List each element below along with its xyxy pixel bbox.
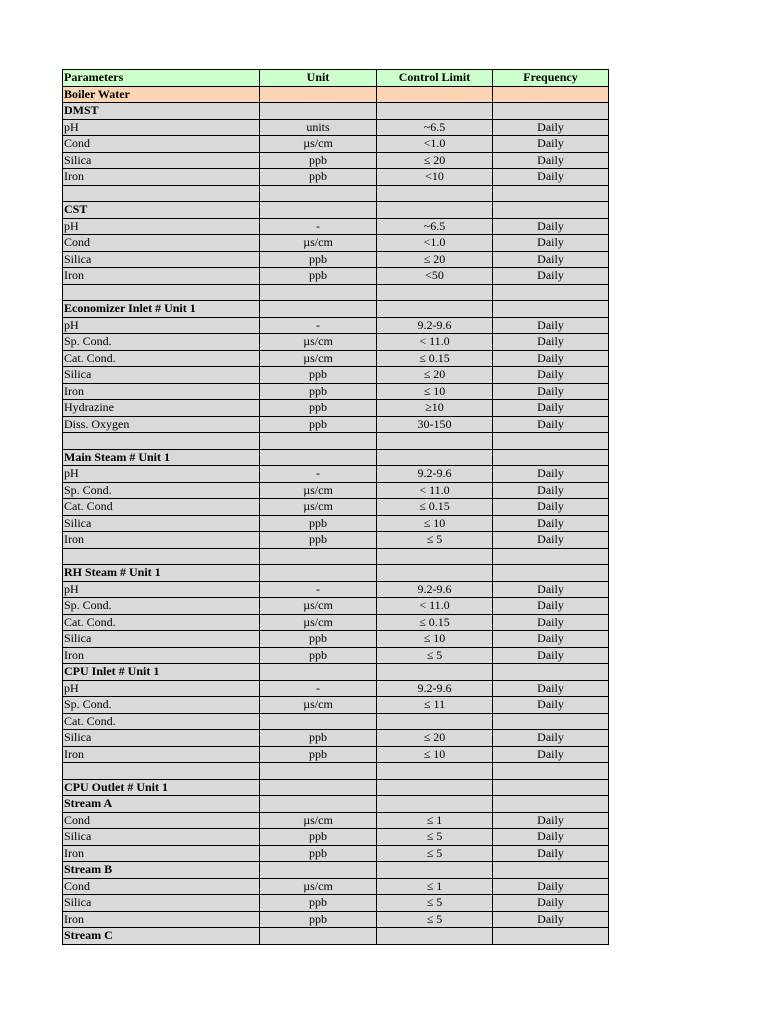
unit-cell: µs/cm (260, 235, 377, 252)
header-parameters: Parameters (63, 70, 260, 87)
blank-row (63, 548, 609, 565)
frequency-cell: Daily (493, 218, 609, 235)
parameter-cell: DMST (63, 103, 260, 120)
control-limit-cell: ≤ 5 (377, 911, 493, 928)
unit-cell (260, 185, 377, 202)
parameter-cell (63, 185, 260, 202)
header-control-limit: Control Limit (377, 70, 493, 87)
parameter-cell (63, 548, 260, 565)
unit-cell: µs/cm (260, 614, 377, 631)
parameter-cell: pH (63, 581, 260, 598)
parameter-cell: Sp. Cond. (63, 334, 260, 351)
table-row (63, 334, 609, 351)
table-row (63, 598, 609, 615)
unit-cell (260, 763, 377, 780)
unit-cell: ppb (260, 268, 377, 285)
parameter-cell: Cat. Cond. (63, 614, 260, 631)
section-row (63, 565, 609, 582)
control-limit-cell: ≤ 10 (377, 746, 493, 763)
frequency-cell: Daily (493, 152, 609, 169)
table-row (63, 466, 609, 483)
table-row (63, 746, 609, 763)
control-limit-cell (377, 202, 493, 219)
table-row (63, 730, 609, 747)
unit-cell: ppb (260, 169, 377, 186)
frequency-cell: Daily (493, 268, 609, 285)
unit-cell: ppb (260, 532, 377, 549)
table-row (63, 911, 609, 928)
table-row (63, 845, 609, 862)
frequency-cell: Daily (493, 235, 609, 252)
control-limit-cell: ≤ 10 (377, 515, 493, 532)
table-row (63, 251, 609, 268)
table-row (63, 499, 609, 516)
unit-cell: ppb (260, 367, 377, 384)
unit-cell: µs/cm (260, 334, 377, 351)
frequency-cell: Daily (493, 829, 609, 846)
unit-cell (260, 301, 377, 318)
parameter-cell: Boiler Water (63, 86, 260, 103)
frequency-cell (493, 713, 609, 730)
frequency-cell: Daily (493, 499, 609, 516)
control-limit-cell: < 11.0 (377, 334, 493, 351)
table-row (63, 647, 609, 664)
category-row (63, 86, 609, 103)
frequency-cell: Daily (493, 697, 609, 714)
unit-cell: - (260, 218, 377, 235)
frequency-cell: Daily (493, 581, 609, 598)
control-limit-cell: ≤ 5 (377, 647, 493, 664)
control-limit-cell (377, 862, 493, 879)
unit-cell (260, 202, 377, 219)
table-header-row (63, 70, 609, 87)
control-limit-cell: <1.0 (377, 136, 493, 153)
frequency-cell (493, 779, 609, 796)
unit-cell (260, 284, 377, 301)
table-row (63, 235, 609, 252)
parameter-cell (63, 284, 260, 301)
parameter-cell: CST (63, 202, 260, 219)
unit-cell: ppb (260, 400, 377, 417)
table-row (63, 631, 609, 648)
parameter-cell: Sp. Cond. (63, 482, 260, 499)
frequency-cell: Daily (493, 119, 609, 136)
table-row (63, 515, 609, 532)
frequency-cell: Daily (493, 911, 609, 928)
control-limit-cell: ≤ 20 (377, 730, 493, 747)
unit-cell: ppb (260, 515, 377, 532)
unit-cell: ppb (260, 746, 377, 763)
table-row (63, 152, 609, 169)
control-limit-cell (377, 796, 493, 813)
table-row (63, 713, 609, 730)
parameter-cell (63, 763, 260, 780)
table-row (63, 383, 609, 400)
frequency-cell: Daily (493, 482, 609, 499)
control-limit-cell (377, 763, 493, 780)
control-limit-cell: < 11.0 (377, 598, 493, 615)
table-body (63, 86, 609, 944)
table-row (63, 218, 609, 235)
parameter-cell: Silica (63, 152, 260, 169)
control-limit-cell: <1.0 (377, 235, 493, 252)
control-limit-cell (377, 779, 493, 796)
table-row (63, 812, 609, 829)
frequency-cell: Daily (493, 895, 609, 912)
frequency-cell: Daily (493, 845, 609, 862)
control-limit-cell (377, 185, 493, 202)
unit-cell: - (260, 317, 377, 334)
parameter-cell: Iron (63, 845, 260, 862)
parameter-cell: Cond (63, 235, 260, 252)
unit-cell: µs/cm (260, 136, 377, 153)
table-row (63, 367, 609, 384)
header-unit: Unit (260, 70, 377, 87)
control-limit-cell: ≤ 10 (377, 631, 493, 648)
table-row (63, 697, 609, 714)
frequency-cell (493, 449, 609, 466)
parameter-cell: pH (63, 119, 260, 136)
parameter-cell: Silica (63, 251, 260, 268)
parameter-cell: Iron (63, 532, 260, 549)
parameter-cell: Iron (63, 647, 260, 664)
frequency-cell: Daily (493, 515, 609, 532)
control-limit-cell (377, 86, 493, 103)
parameter-cell: Silica (63, 829, 260, 846)
frequency-cell: Daily (493, 598, 609, 615)
unit-cell: µs/cm (260, 812, 377, 829)
control-limit-cell: ~6.5 (377, 218, 493, 235)
unit-cell: µs/cm (260, 482, 377, 499)
unit-cell (260, 713, 377, 730)
blank-row (63, 433, 609, 450)
parameter-cell: Diss. Oxygen (63, 416, 260, 433)
section-row (63, 202, 609, 219)
parameter-cell: Iron (63, 383, 260, 400)
control-limit-cell (377, 664, 493, 681)
parameter-cell: Cond (63, 812, 260, 829)
frequency-cell: Daily (493, 334, 609, 351)
blank-row (63, 284, 609, 301)
table-row (63, 119, 609, 136)
table-row (63, 268, 609, 285)
frequency-cell (493, 103, 609, 120)
control-limit-cell: 9.2-9.6 (377, 680, 493, 697)
control-limit-cell: ≤ 1 (377, 812, 493, 829)
table-row (63, 829, 609, 846)
frequency-cell (493, 796, 609, 813)
frequency-cell (493, 86, 609, 103)
parameter-cell: Stream C (63, 928, 260, 945)
table-row (63, 482, 609, 499)
parameter-cell: pH (63, 466, 260, 483)
unit-cell: units (260, 119, 377, 136)
table-row (63, 680, 609, 697)
frequency-cell: Daily (493, 466, 609, 483)
frequency-cell: Daily (493, 400, 609, 417)
parameter-cell: Silica (63, 895, 260, 912)
control-limit-cell (377, 433, 493, 450)
frequency-cell (493, 664, 609, 681)
frequency-cell: Daily (493, 350, 609, 367)
unit-cell: µs/cm (260, 350, 377, 367)
parameter-cell: Cond (63, 878, 260, 895)
parameter-cell: Cat. Cond. (63, 713, 260, 730)
parameter-cell: Stream B (63, 862, 260, 879)
unit-cell: µs/cm (260, 499, 377, 516)
frequency-cell (493, 202, 609, 219)
unit-cell: ppb (260, 416, 377, 433)
frequency-cell: Daily (493, 317, 609, 334)
parameter-cell: pH (63, 218, 260, 235)
unit-cell: - (260, 466, 377, 483)
control-limit-cell: ≤ 1 (377, 878, 493, 895)
parameter-cell: Cond (63, 136, 260, 153)
section-row (63, 796, 609, 813)
parameter-cell: Cat. Cond (63, 499, 260, 516)
control-limit-cell: <50 (377, 268, 493, 285)
parameter-cell: Iron (63, 169, 260, 186)
table-row (63, 581, 609, 598)
parameters-table (62, 69, 609, 945)
table-row (63, 878, 609, 895)
parameter-cell: Iron (63, 746, 260, 763)
section-row (63, 862, 609, 879)
table-row (63, 532, 609, 549)
parameter-cell: pH (63, 317, 260, 334)
control-limit-cell (377, 713, 493, 730)
frequency-cell: Daily (493, 631, 609, 648)
unit-cell: ppb (260, 251, 377, 268)
parameter-cell: Silica (63, 367, 260, 384)
frequency-cell (493, 301, 609, 318)
control-limit-cell: 9.2-9.6 (377, 466, 493, 483)
unit-cell (260, 449, 377, 466)
parameter-cell: Cat. Cond. (63, 350, 260, 367)
parameter-cell (63, 433, 260, 450)
unit-cell (260, 433, 377, 450)
frequency-cell: Daily (493, 614, 609, 631)
frequency-cell: Daily (493, 532, 609, 549)
unit-cell (260, 548, 377, 565)
control-limit-cell: ≤ 5 (377, 845, 493, 862)
unit-cell: ppb (260, 383, 377, 400)
table-row (63, 614, 609, 631)
parameter-cell: Economizer Inlet # Unit 1 (63, 301, 260, 318)
frequency-cell: Daily (493, 647, 609, 664)
frequency-cell (493, 548, 609, 565)
table-row (63, 416, 609, 433)
parameter-cell: Silica (63, 730, 260, 747)
control-limit-cell: ≤ 0.15 (377, 499, 493, 516)
unit-cell: ppb (260, 647, 377, 664)
frequency-cell (493, 928, 609, 945)
parameter-cell: Stream A (63, 796, 260, 813)
control-limit-cell: <10 (377, 169, 493, 186)
control-limit-cell: ≤ 5 (377, 532, 493, 549)
unit-cell (260, 779, 377, 796)
frequency-cell (493, 565, 609, 582)
table-row (63, 400, 609, 417)
frequency-cell: Daily (493, 251, 609, 268)
unit-cell (260, 664, 377, 681)
unit-cell: ppb (260, 152, 377, 169)
frequency-cell: Daily (493, 878, 609, 895)
header-frequency: Frequency (493, 70, 609, 87)
unit-cell: - (260, 680, 377, 697)
control-limit-cell: ≥10 (377, 400, 493, 417)
unit-cell (260, 862, 377, 879)
control-limit-cell: ≤ 0.15 (377, 614, 493, 631)
frequency-cell: Daily (493, 680, 609, 697)
control-limit-cell: 9.2-9.6 (377, 317, 493, 334)
control-limit-cell (377, 301, 493, 318)
parameter-cell: CPU Outlet # Unit 1 (63, 779, 260, 796)
unit-cell: ppb (260, 895, 377, 912)
unit-cell: ppb (260, 631, 377, 648)
parameter-cell: CPU Inlet # Unit 1 (63, 664, 260, 681)
frequency-cell (493, 433, 609, 450)
section-row (63, 664, 609, 681)
table-row (63, 136, 609, 153)
unit-cell (260, 565, 377, 582)
section-row (63, 779, 609, 796)
frequency-cell (493, 862, 609, 879)
control-limit-cell (377, 548, 493, 565)
section-row (63, 449, 609, 466)
frequency-cell (493, 185, 609, 202)
unit-cell: ppb (260, 829, 377, 846)
blank-row (63, 763, 609, 780)
unit-cell (260, 86, 377, 103)
control-limit-cell (377, 103, 493, 120)
control-limit-cell (377, 928, 493, 945)
unit-cell: µs/cm (260, 697, 377, 714)
frequency-cell: Daily (493, 383, 609, 400)
parameter-cell: Hydrazine (63, 400, 260, 417)
table-row (63, 895, 609, 912)
frequency-cell: Daily (493, 416, 609, 433)
unit-cell (260, 928, 377, 945)
control-limit-cell: ≤ 5 (377, 829, 493, 846)
table-row (63, 169, 609, 186)
control-limit-cell: ≤ 20 (377, 367, 493, 384)
frequency-cell (493, 284, 609, 301)
unit-cell: µs/cm (260, 878, 377, 895)
frequency-cell: Daily (493, 136, 609, 153)
unit-cell (260, 103, 377, 120)
frequency-cell: Daily (493, 746, 609, 763)
blank-row (63, 185, 609, 202)
parameter-cell: Silica (63, 631, 260, 648)
frequency-cell (493, 763, 609, 780)
unit-cell: - (260, 581, 377, 598)
control-limit-cell: 30-150 (377, 416, 493, 433)
control-limit-cell (377, 565, 493, 582)
unit-cell: ppb (260, 845, 377, 862)
table-row (63, 350, 609, 367)
section-row (63, 301, 609, 318)
section-row (63, 103, 609, 120)
frequency-cell: Daily (493, 367, 609, 384)
control-limit-cell: ≤ 10 (377, 383, 493, 400)
control-limit-cell (377, 284, 493, 301)
unit-cell: ppb (260, 911, 377, 928)
unit-cell (260, 796, 377, 813)
unit-cell: µs/cm (260, 598, 377, 615)
frequency-cell: Daily (493, 812, 609, 829)
parameter-cell: Iron (63, 911, 260, 928)
parameter-cell: Sp. Cond. (63, 697, 260, 714)
parameter-cell: pH (63, 680, 260, 697)
control-limit-cell: ≤ 5 (377, 895, 493, 912)
control-limit-cell: < 11.0 (377, 482, 493, 499)
control-limit-cell: ≤ 0.15 (377, 350, 493, 367)
parameter-cell: Iron (63, 268, 260, 285)
control-limit-cell: ≤ 20 (377, 251, 493, 268)
unit-cell: ppb (260, 730, 377, 747)
parameter-cell: Silica (63, 515, 260, 532)
section-row (63, 928, 609, 945)
control-limit-cell: ≤ 20 (377, 152, 493, 169)
frequency-cell: Daily (493, 169, 609, 186)
control-limit-cell: 9.2-9.6 (377, 581, 493, 598)
control-limit-cell: ≤ 11 (377, 697, 493, 714)
parameter-cell: RH Steam # Unit 1 (63, 565, 260, 582)
control-limit-cell: ~6.5 (377, 119, 493, 136)
control-limit-cell (377, 449, 493, 466)
parameter-cell: Sp. Cond. (63, 598, 260, 615)
parameter-cell: Main Steam # Unit 1 (63, 449, 260, 466)
table-row (63, 317, 609, 334)
frequency-cell: Daily (493, 730, 609, 747)
